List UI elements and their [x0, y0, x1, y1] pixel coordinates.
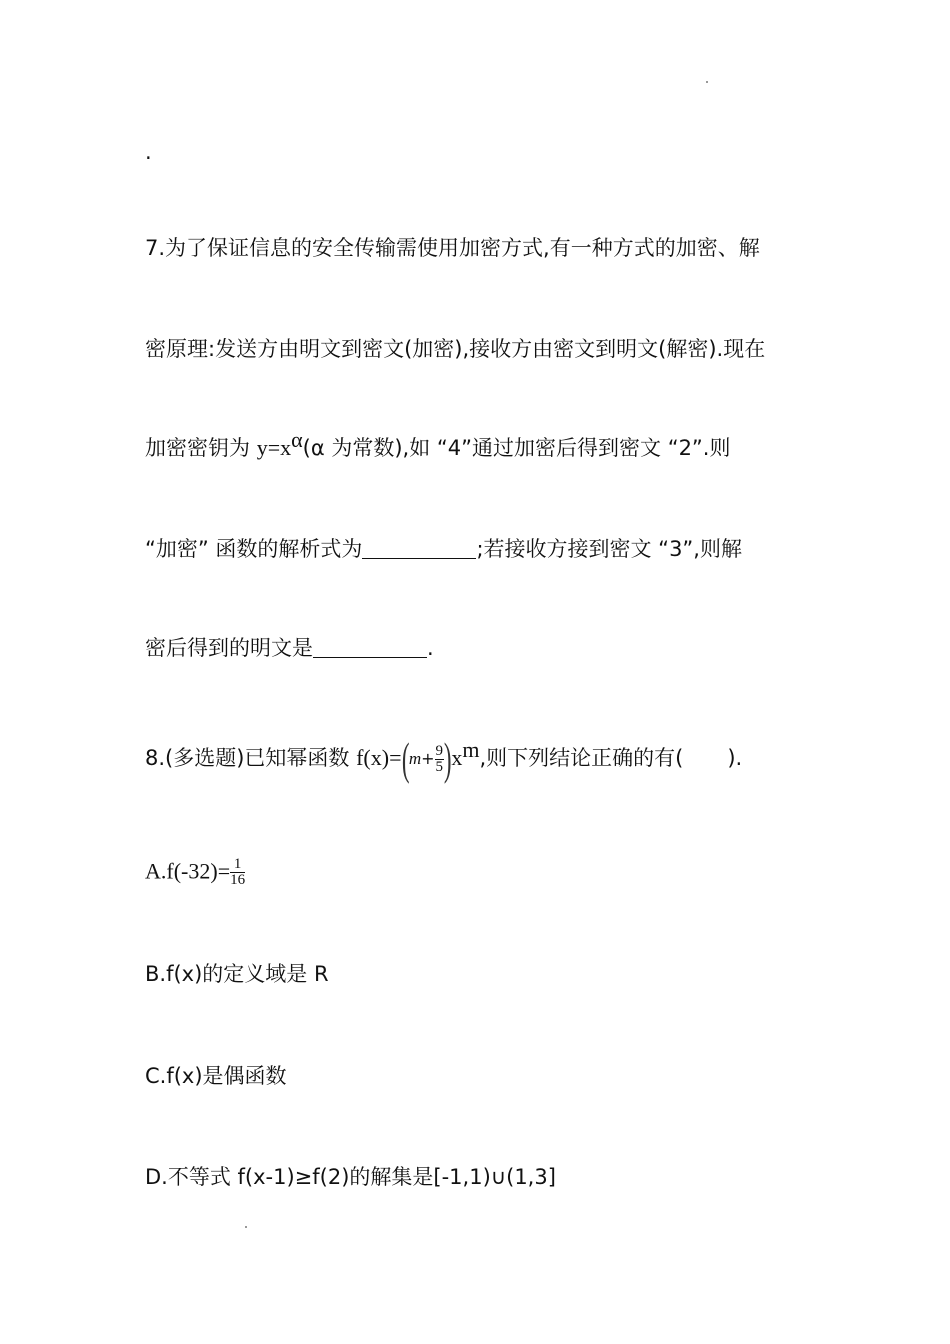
- q7-line-4-pre: “加密” 函数的解析式为: [145, 537, 363, 561]
- q8-stem: [145, 733, 743, 784]
- q8-option-d: D.不等式 f(x-1)≥f(2)的解集是[-1,1)∪(1,3]: [145, 1165, 556, 1189]
- coef-plus: +: [421, 749, 435, 768]
- q7-line-5-post: .: [427, 636, 434, 660]
- coef-numerator: 9: [435, 742, 444, 759]
- q8-stem-pre: 8.(多选题)已知幂函数: [145, 746, 357, 770]
- q7-line-5: [145, 634, 434, 662]
- q8-option-b: B.f(x)的定义域是 R: [145, 962, 329, 986]
- corner-mark-bottom: [245, 1226, 247, 1228]
- q8-option-c: C.f(x)是偶函数: [145, 1064, 287, 1088]
- q8-stem-post: ,则下列结论正确的有(: [479, 746, 684, 770]
- option-a-text: A.f(-32)=: [145, 858, 231, 884]
- q7-line-1: 7.为了保证信息的安全传输需使用加密方式,有一种方式的加密、解: [145, 236, 760, 260]
- option-a-denominator: 16: [230, 872, 246, 888]
- q7-line-4: [145, 535, 742, 563]
- left-paren: (: [401, 733, 409, 784]
- q7-key-exponent: α: [291, 427, 303, 452]
- q8-fx: f(x)=: [356, 745, 402, 770]
- coef-var: m: [408, 749, 422, 768]
- right-paren: ): [443, 733, 452, 784]
- q7-line-4-post: ;若接收方接到密文 “3”,则解: [476, 537, 742, 561]
- q8-exponent: m: [462, 737, 480, 762]
- stray-period: .: [145, 140, 152, 164]
- corner-mark-top: [706, 81, 708, 83]
- q8-base: x: [451, 745, 463, 770]
- q8-stem-end: ).: [727, 746, 743, 770]
- q7-answer-blank-2[interactable]: [313, 637, 427, 658]
- q7-key-formula: y=x: [256, 435, 292, 460]
- q7-line-5-pre: 密后得到的明文是: [145, 636, 313, 660]
- q7-line-3-pre: 加密密钥为: [145, 436, 257, 460]
- option-a-fraction: [230, 857, 245, 888]
- q7-line-2: 密原理:发送方由明文到密文(加密),接收方由密文到明文(解密).现在: [145, 337, 766, 361]
- option-a-numerator: 1: [230, 857, 245, 873]
- q8-option-a: [145, 857, 245, 888]
- coef-denominator: 5: [435, 758, 444, 775]
- q7-answer-blank-1[interactable]: [362, 538, 476, 559]
- q7-line-3: [145, 427, 731, 462]
- coef-fraction: [435, 744, 445, 775]
- q7-line-3-post: (α 为常数),如 “4”通过加密后得到密文 “2”.则: [302, 436, 731, 460]
